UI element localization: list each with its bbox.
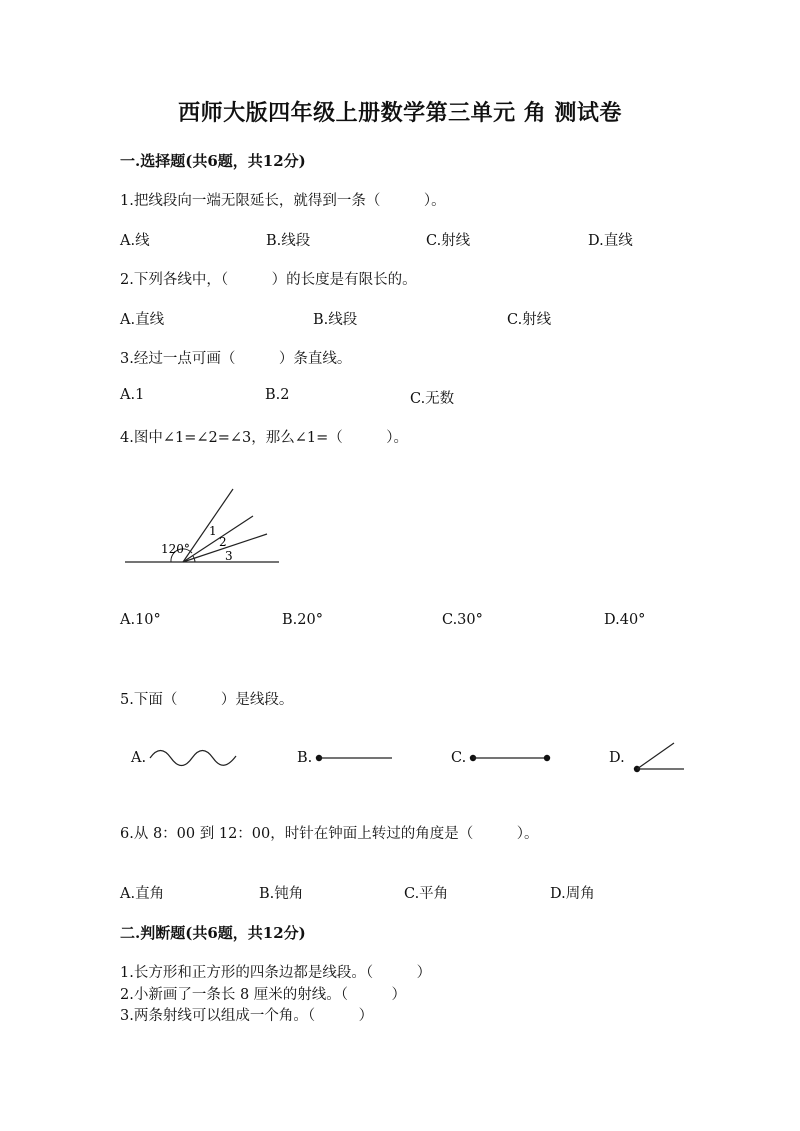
- q1-option-b: B.线段: [266, 233, 311, 249]
- ray-figure: [314, 752, 394, 764]
- q3-option-a: A.1: [120, 387, 145, 403]
- question-6: 6.从 8：00 到 12：00，时针在钟面上转过的角度是（ ）。: [120, 826, 539, 842]
- q6-option-a: A.直角: [120, 886, 165, 902]
- q4-option-b: B.20°: [282, 612, 323, 628]
- q6-option-b: B.钝角: [259, 886, 304, 902]
- q6-option-d: D.周角: [550, 886, 595, 902]
- q1-option-c: C.射线: [426, 233, 471, 249]
- question-5: 5.下面（ ）是线段。: [120, 692, 294, 708]
- judgment-1: 1.长方形和正方形的四条边都是线段。（ ）: [120, 965, 432, 981]
- question-1: 1.把线段向一端无限延长，就得到一条（ ）。: [120, 193, 446, 209]
- q4-option-d: D.40°: [604, 612, 646, 628]
- q5-option-d-label: D.: [609, 750, 625, 766]
- q2-option-c: C.射线: [507, 312, 552, 328]
- question-3: 3.经过一点可画（ ）条直线。: [120, 351, 352, 367]
- q2-option-b: B.线段: [313, 312, 358, 328]
- q1-option-d: D.直线: [588, 233, 633, 249]
- wavy-line-figure: [148, 748, 240, 768]
- angle-label-1: 1: [209, 524, 217, 538]
- judgment-3: 3.两条射线可以组成一个角。（ ）: [120, 1008, 374, 1024]
- q4-option-a: A.10°: [120, 612, 161, 628]
- judgment-2: 2.小新画了一条长 8 厘米的射线。（ ）: [120, 987, 407, 1003]
- q2-option-a: A.直线: [120, 312, 165, 328]
- q3-option-b: B.2: [265, 387, 290, 403]
- q3-option-c: C.无数: [410, 391, 455, 407]
- angle-label-3: 3: [225, 549, 233, 563]
- q5-option-c-label: C.: [451, 750, 467, 766]
- q6-option-c: C.平角: [404, 886, 449, 902]
- question-2: 2.下列各线中，（ ）的长度是有限长的。: [120, 272, 417, 288]
- q5-option-b-label: B.: [297, 750, 313, 766]
- ray-2: [183, 516, 253, 562]
- q5-option-a-label: A.: [131, 750, 147, 766]
- angle-small-figure: [630, 741, 688, 773]
- section-heading-choice: 一.选择题(共6题，共12分): [120, 152, 306, 170]
- angle-figure: [115, 480, 290, 575]
- angle-label-120: 120°: [161, 542, 190, 556]
- q1-option-a: A.线: [120, 233, 150, 249]
- angle-label-2: 2: [219, 535, 227, 549]
- section-heading-judgment: 二.判断题(共6题，共12分): [120, 924, 306, 942]
- q4-option-c: C.30°: [442, 612, 483, 628]
- segment-figure: [468, 752, 553, 764]
- page-title: 西师大版四年级上册数学第三单元 角 测试卷: [178, 100, 622, 126]
- question-4: 4.图中∠1=∠2=∠3，那么∠1=（ ）。: [120, 430, 409, 446]
